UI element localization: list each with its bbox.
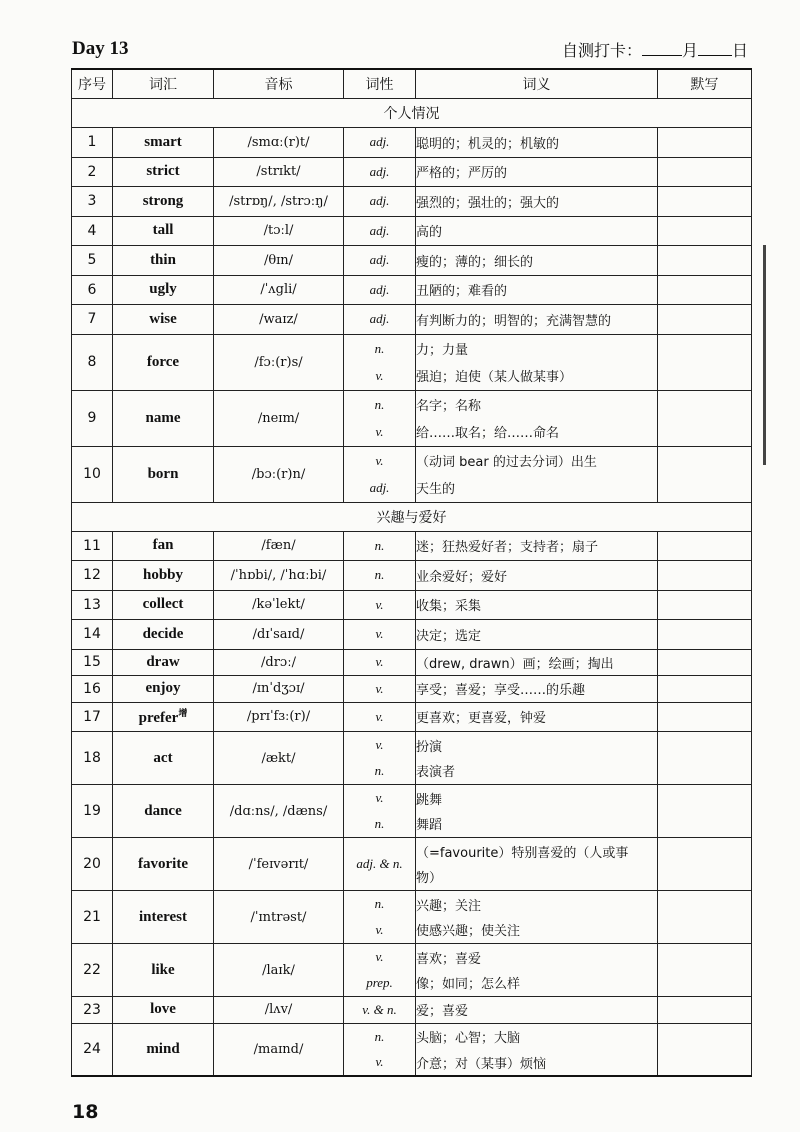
entry-number: 2 <box>72 157 113 187</box>
table-row <box>72 590 752 620</box>
dictation-cell[interactable] <box>658 334 752 390</box>
meaning-line: 聪明的；机灵的；机敏的 <box>416 136 560 152</box>
pos-line: n. <box>374 340 385 356</box>
entry-word <box>113 732 214 785</box>
dictation-cell[interactable] <box>658 838 752 891</box>
pos-line: adj. <box>369 134 390 150</box>
entry-phonetic: /dɪˈsaɪd/ <box>214 620 344 650</box>
entry-word <box>113 446 214 502</box>
dictation-cell[interactable] <box>658 997 752 1024</box>
entry-number: 8 <box>72 334 113 390</box>
entry-part-of-speech <box>344 649 416 676</box>
entry-number: 20 <box>72 838 113 891</box>
pos-line: n. <box>374 762 385 778</box>
entry-meaning <box>416 732 658 785</box>
entry-part-of-speech <box>344 785 416 838</box>
entry-meaning <box>416 785 658 838</box>
meaning-line: （动词 bear 的过去分词）出生 <box>416 455 597 470</box>
meaning-line: 介意；对（某事）烦恼 <box>416 1056 547 1072</box>
entry-word <box>113 649 214 676</box>
entry-part-of-speech <box>344 891 416 944</box>
meaning-line: 名字；名称 <box>416 399 482 414</box>
table-row <box>72 216 752 246</box>
section-row <box>72 502 752 531</box>
vocabulary-table <box>71 68 752 1077</box>
entry-word <box>113 128 214 158</box>
entry-meaning <box>416 334 658 390</box>
meaning-line: 物） <box>416 871 443 887</box>
entry-phonetic: /ˈhɒbi/, /ˈhɑːbi/ <box>214 561 344 591</box>
table-row <box>72 785 752 838</box>
entry-word <box>113 838 214 891</box>
entry-meaning <box>416 246 658 276</box>
page-number: 18 <box>72 1101 99 1123</box>
pos-line: v. <box>375 790 384 806</box>
meaning-line: 兴趣；关注 <box>416 898 482 914</box>
entry-phonetic: /lʌv/ <box>214 997 344 1024</box>
header-row <box>72 69 752 99</box>
word-text: tall <box>152 222 174 239</box>
pos-line: v. <box>375 626 384 642</box>
dictation-cell[interactable] <box>658 590 752 620</box>
dictation-cell[interactable] <box>658 187 752 217</box>
entry-meaning <box>416 891 658 944</box>
entry-meaning <box>416 590 658 620</box>
meaning-line: 丑陋的；难看的 <box>416 284 508 300</box>
entry-meaning <box>416 944 658 997</box>
pos-line: v. <box>375 596 384 612</box>
dictation-cell[interactable] <box>658 891 752 944</box>
pos-line: adj. <box>369 222 390 238</box>
dictation-cell[interactable] <box>658 446 752 502</box>
table-row <box>72 702 752 732</box>
self-test-checkin <box>562 38 748 61</box>
meaning-line: 有判断力的；明智的；充满智慧的 <box>416 313 612 329</box>
entry-phonetic: /θɪn/ <box>214 246 344 276</box>
entry-meaning <box>416 838 658 891</box>
entry-part-of-speech <box>344 128 416 158</box>
table-row <box>72 891 752 944</box>
entry-number: 5 <box>72 246 113 276</box>
meaning-line: 迷；狂热爱好者；支持者；扇子 <box>416 540 599 556</box>
pos-line: adj. <box>369 193 390 209</box>
word-text: ugly <box>149 281 177 298</box>
word-text: force <box>146 353 180 370</box>
meaning-line: 天生的 <box>416 482 456 497</box>
entry-phonetic: /ˈfeɪvərɪt/ <box>214 838 344 891</box>
entry-number: 21 <box>72 891 113 944</box>
entry-part-of-speech <box>344 620 416 650</box>
entry-number: 6 <box>72 275 113 305</box>
word-text: born <box>147 465 179 482</box>
table-row <box>72 997 752 1024</box>
pos-line: v. <box>375 921 384 937</box>
entry-phonetic: /fɔː(r)s/ <box>214 334 344 390</box>
added-word-mark: 增 <box>178 709 188 720</box>
dictation-cell[interactable] <box>658 944 752 997</box>
entry-phonetic: /fæn/ <box>214 531 344 561</box>
entry-meaning <box>416 446 658 502</box>
entry-phonetic: /tɔːl/ <box>214 216 344 246</box>
meaning-line: 喜欢；喜爱 <box>416 951 482 967</box>
entry-word <box>113 187 214 217</box>
day-blank <box>698 39 732 56</box>
pos-line: v. <box>375 654 384 670</box>
entry-number: 23 <box>72 997 113 1024</box>
meaning-line: 扮演 <box>416 739 443 755</box>
pos-line: adj. & n. <box>356 856 403 871</box>
col-header-meaning: 词义 <box>416 69 658 99</box>
pos-line: adj. <box>369 281 390 297</box>
entry-word <box>113 305 214 335</box>
entry-phonetic: /bɔː(r)n/ <box>214 446 344 502</box>
word-text: enjoy <box>145 680 181 697</box>
table-row <box>72 187 752 217</box>
dictation-cell[interactable] <box>658 216 752 246</box>
dictation-cell[interactable] <box>658 620 752 650</box>
word-text: smart <box>144 133 182 150</box>
meaning-line: 使感兴趣；使关注 <box>416 924 521 940</box>
entry-word <box>113 157 214 187</box>
entry-word <box>113 216 214 246</box>
month-label: 月 <box>682 41 699 60</box>
table-row <box>72 531 752 561</box>
entry-number: 22 <box>72 944 113 997</box>
table-row <box>72 246 752 276</box>
month-blank <box>642 39 682 56</box>
table-row <box>72 676 752 703</box>
entry-phonetic: /ˈɪntrəst/ <box>214 891 344 944</box>
entry-part-of-speech <box>344 676 416 703</box>
entry-word <box>113 676 214 703</box>
table-row <box>72 620 752 650</box>
meaning-line: 强烈的；强壮的；强大的 <box>416 195 560 211</box>
dictation-cell[interactable] <box>658 676 752 703</box>
entry-meaning <box>416 561 658 591</box>
dictation-cell[interactable] <box>658 1023 752 1076</box>
entry-phonetic: /prɪˈfɜː(r)/ <box>214 702 344 732</box>
word-text: wise <box>149 310 177 327</box>
table-row <box>72 446 752 502</box>
word-text: collect <box>142 596 184 613</box>
pos-line: n. <box>374 396 385 412</box>
entry-word <box>113 891 214 944</box>
col-header-dictation: 默写 <box>658 69 752 99</box>
entry-part-of-speech <box>344 997 416 1024</box>
entry-word <box>113 702 214 732</box>
entry-phonetic: /smɑː(r)t/ <box>214 128 344 158</box>
dictation-cell[interactable] <box>658 390 752 446</box>
meaning-line: 跳舞 <box>416 792 443 808</box>
word-text: act <box>153 749 173 766</box>
pos-line: n. <box>374 1028 385 1044</box>
entry-word <box>113 334 214 390</box>
entry-phonetic: /ɪnˈdʒɔɪ/ <box>214 676 344 703</box>
entry-part-of-speech <box>344 561 416 591</box>
table-row <box>72 838 752 891</box>
entry-number: 15 <box>72 649 113 676</box>
entry-part-of-speech <box>344 531 416 561</box>
dictation-cell[interactable] <box>658 246 752 276</box>
meaning-line: 舞蹈 <box>416 818 443 834</box>
entry-meaning <box>416 275 658 305</box>
entry-word <box>113 561 214 591</box>
entry-part-of-speech <box>344 305 416 335</box>
table-row <box>72 390 752 446</box>
meaning-line: 给……取名；给……命名 <box>416 426 560 441</box>
pos-line: n. <box>374 567 385 583</box>
pos-line: v. <box>375 949 384 965</box>
meaning-line: 爱；喜爱 <box>416 1004 469 1020</box>
pos-line: v. <box>375 452 384 468</box>
pos-line: v. <box>375 423 384 439</box>
entry-number: 11 <box>72 531 113 561</box>
meaning-line: 更喜欢；更喜爱，钟爱 <box>416 711 547 727</box>
table-row <box>72 334 752 390</box>
entry-meaning <box>416 997 658 1024</box>
entry-meaning <box>416 157 658 187</box>
entry-word <box>113 785 214 838</box>
word-text: strong <box>142 192 184 209</box>
entry-meaning <box>416 128 658 158</box>
entry-phonetic: /ækt/ <box>214 732 344 785</box>
word-text: draw <box>146 653 180 670</box>
entry-number: 10 <box>72 446 113 502</box>
table-row <box>72 561 752 591</box>
entry-word <box>113 275 214 305</box>
word-text: interest <box>138 908 188 925</box>
entry-number: 18 <box>72 732 113 785</box>
word-text: hobby <box>142 566 184 583</box>
entry-word <box>113 246 214 276</box>
entry-number: 17 <box>72 702 113 732</box>
meaning-line: 力；力量 <box>416 343 469 358</box>
pos-line: n. <box>374 815 385 831</box>
pos-line: v. <box>375 708 384 724</box>
entry-part-of-speech <box>344 702 416 732</box>
word-text: dance <box>144 802 182 819</box>
table-row <box>72 157 752 187</box>
entry-number: 14 <box>72 620 113 650</box>
entry-meaning <box>416 305 658 335</box>
entry-number: 7 <box>72 305 113 335</box>
meaning-line: （=favourite）特别喜爱的（人或事 <box>416 845 629 861</box>
pos-line: v. <box>375 680 384 696</box>
word-text: like <box>151 961 175 978</box>
entry-meaning <box>416 390 658 446</box>
table-body <box>72 99 752 1077</box>
entry-part-of-speech <box>344 334 416 390</box>
dictation-cell[interactable] <box>658 305 752 335</box>
entry-part-of-speech <box>344 275 416 305</box>
pos-line: adj. <box>369 311 390 327</box>
table-row <box>72 128 752 158</box>
entry-number: 3 <box>72 187 113 217</box>
entry-word <box>113 1023 214 1076</box>
pos-line: n. <box>374 896 385 912</box>
word-text: favorite <box>138 855 188 872</box>
entry-meaning <box>416 620 658 650</box>
entry-number: 12 <box>72 561 113 591</box>
entry-meaning <box>416 531 658 561</box>
meaning-line: 享受；喜爱；享受……的乐趣 <box>416 683 586 699</box>
word-text: prefer <box>138 710 179 727</box>
entry-phonetic: /strɒŋ/, /strɔːŋ/ <box>214 187 344 217</box>
meaning-line: 严格的；严厉的 <box>416 166 508 182</box>
entry-part-of-speech <box>344 446 416 502</box>
entry-word <box>113 590 214 620</box>
dictation-cell[interactable] <box>658 275 752 305</box>
word-text: decide <box>142 625 184 642</box>
entry-part-of-speech <box>344 187 416 217</box>
entry-part-of-speech <box>344 838 416 891</box>
meaning-line: 表演者 <box>416 765 456 781</box>
meaning-line: 高的 <box>416 225 443 241</box>
col-header-pos: 词性 <box>344 69 416 99</box>
dictation-cell[interactable] <box>658 649 752 676</box>
entry-number: 4 <box>72 216 113 246</box>
meaning-line: 瘦的；薄的；细长的 <box>416 254 534 270</box>
entry-phonetic: /laɪk/ <box>214 944 344 997</box>
dictation-cell[interactable] <box>658 702 752 732</box>
word-text: name <box>145 409 181 426</box>
dictation-cell[interactable] <box>658 157 752 187</box>
dictation-cell[interactable] <box>658 531 752 561</box>
meaning-line: 收集；采集 <box>416 599 482 615</box>
dictation-cell[interactable] <box>658 561 752 591</box>
pos-line: prep. <box>366 974 393 990</box>
entry-meaning <box>416 676 658 703</box>
entry-meaning <box>416 1023 658 1076</box>
entry-part-of-speech <box>344 157 416 187</box>
entry-part-of-speech <box>344 590 416 620</box>
section-title: 个人情况 <box>72 99 752 128</box>
entry-number: 24 <box>72 1023 113 1076</box>
day-label: Day 13 <box>72 38 129 59</box>
entry-word <box>113 620 214 650</box>
pos-line: n. <box>374 537 385 553</box>
meaning-line: （drew, drawn）画；绘画；掏出 <box>416 656 614 672</box>
word-text: love <box>150 1001 176 1018</box>
entry-word <box>113 531 214 561</box>
dictation-cell[interactable] <box>658 128 752 158</box>
table-row <box>72 305 752 335</box>
entry-meaning <box>416 216 658 246</box>
word-text: thin <box>150 251 176 268</box>
entry-phonetic: /maɪnd/ <box>214 1023 344 1076</box>
entry-phonetic: /waɪz/ <box>214 305 344 335</box>
entry-part-of-speech <box>344 1023 416 1076</box>
entry-number: 9 <box>72 390 113 446</box>
pos-line: v. <box>375 1054 384 1069</box>
entry-word <box>113 390 214 446</box>
entry-phonetic: /kəˈlekt/ <box>214 590 344 620</box>
table-row <box>72 649 752 676</box>
table-row <box>72 275 752 305</box>
entry-meaning <box>416 187 658 217</box>
meaning-line: 像；如同；怎么样 <box>416 977 521 993</box>
word-text: fan <box>152 537 174 554</box>
entry-phonetic: /neɪm/ <box>214 390 344 446</box>
section-title: 兴趣与爱好 <box>72 502 752 531</box>
entry-part-of-speech <box>344 216 416 246</box>
entry-phonetic: /drɔː/ <box>214 649 344 676</box>
meaning-line: 头脑；心智；大脑 <box>416 1031 521 1046</box>
pos-line: v. <box>375 737 384 753</box>
col-header-word: 词汇 <box>113 69 214 99</box>
pos-line: adj. <box>369 163 390 179</box>
meaning-line: 决定；选定 <box>416 628 482 644</box>
entry-part-of-speech <box>344 732 416 785</box>
pos-line: adj. <box>369 479 390 495</box>
entry-part-of-speech <box>344 390 416 446</box>
table-header <box>72 69 752 99</box>
pos-line: adj. <box>369 252 390 268</box>
entry-part-of-speech <box>344 246 416 276</box>
entry-number: 13 <box>72 590 113 620</box>
dictation-cell[interactable] <box>658 785 752 838</box>
entry-phonetic: /ˈʌgli/ <box>214 275 344 305</box>
table-row <box>72 1023 752 1076</box>
word-text: strict <box>146 163 180 180</box>
entry-phonetic: /dɑːns/, /dæns/ <box>214 785 344 838</box>
meaning-line: 业余爱好；爱好 <box>416 569 508 585</box>
word-text: mind <box>146 1040 180 1057</box>
table-row <box>72 944 752 997</box>
entry-meaning <box>416 649 658 676</box>
entry-number: 16 <box>72 676 113 703</box>
table-row <box>72 732 752 785</box>
entry-word <box>113 997 214 1024</box>
entry-number: 19 <box>72 785 113 838</box>
dictation-cell[interactable] <box>658 732 752 785</box>
col-header-phonetic: 音标 <box>214 69 344 99</box>
day-char-label: 日 <box>732 41 749 60</box>
col-header-number: 序号 <box>72 69 113 99</box>
pos-line: v. <box>375 367 384 383</box>
meaning-line: 强迫；迫使（某人做某事） <box>416 370 573 385</box>
binding-edge-bar <box>763 245 766 465</box>
entry-phonetic: /strɪkt/ <box>214 157 344 187</box>
checkin-label: 自测打卡： <box>562 41 643 60</box>
entry-word <box>113 944 214 997</box>
entry-part-of-speech <box>344 944 416 997</box>
entry-number: 1 <box>72 128 113 158</box>
entry-meaning <box>416 702 658 732</box>
section-row <box>72 99 752 128</box>
pos-line: v. & n. <box>362 1001 397 1017</box>
